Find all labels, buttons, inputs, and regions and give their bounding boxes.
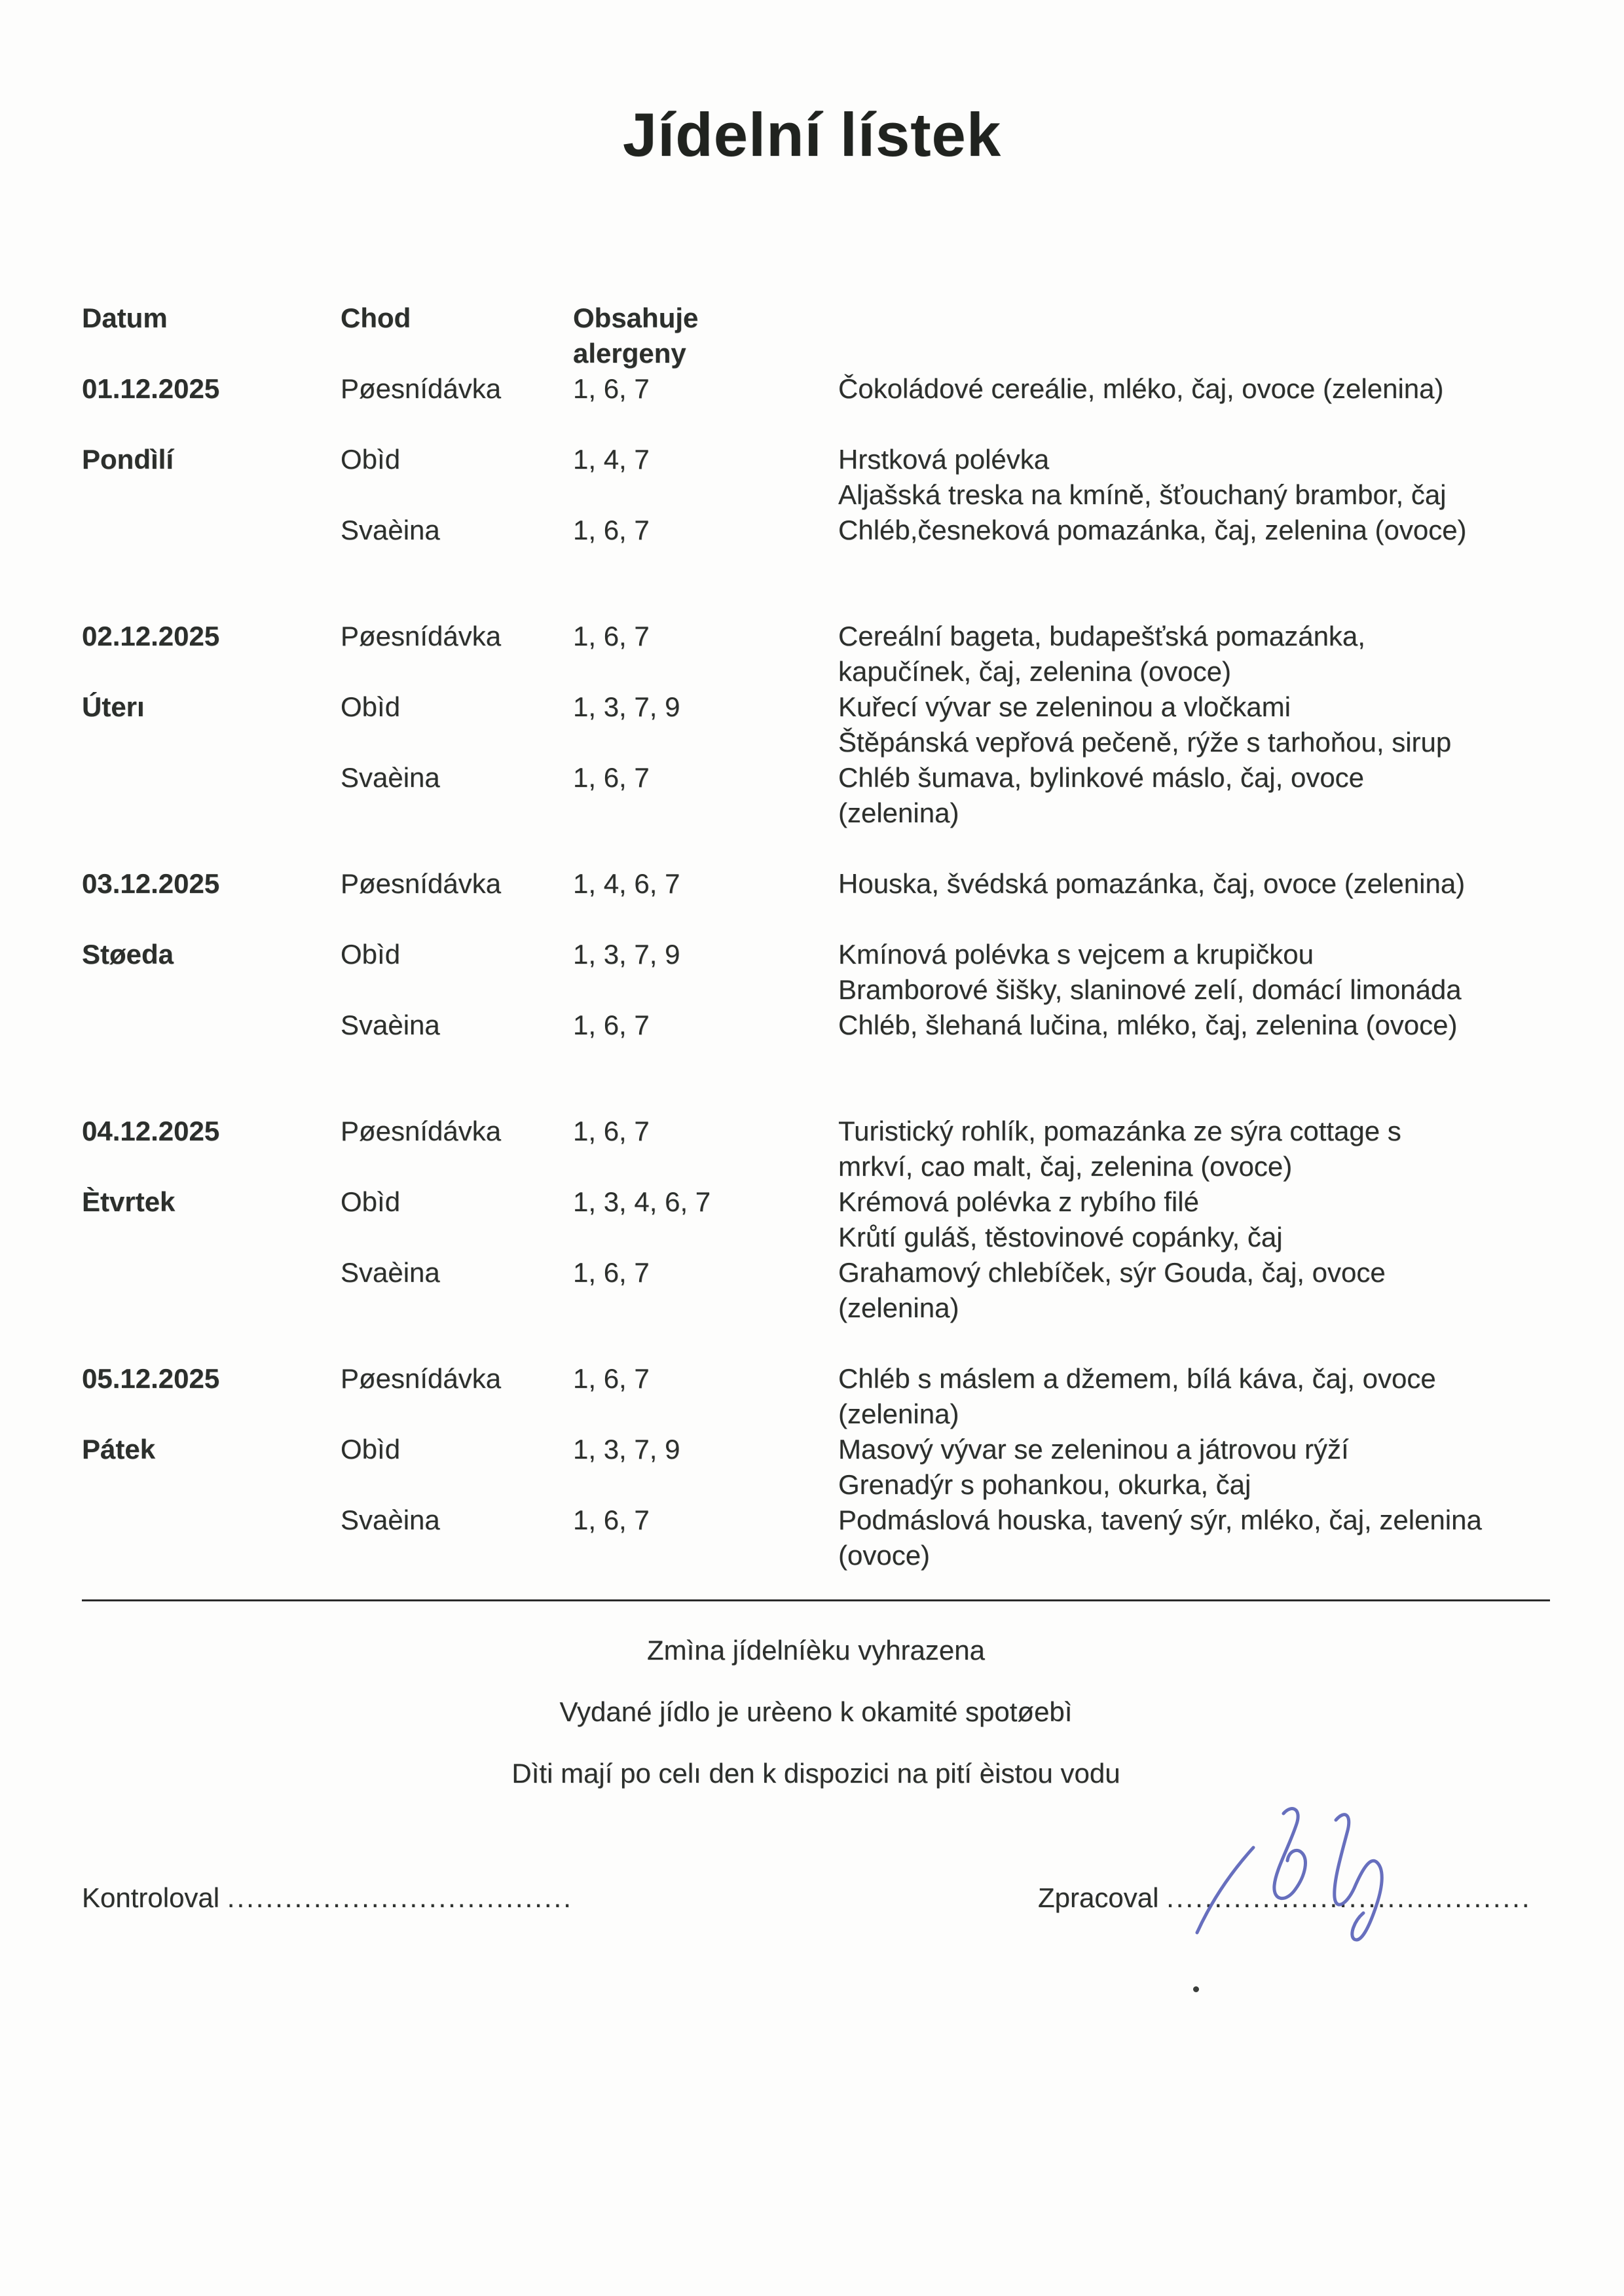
- course-cell: Svaèina: [341, 1504, 440, 1535]
- allergens-cell: 1, 4, 6, 7: [573, 868, 680, 899]
- meal-cell: Grahamový chlebíček, sýr Gouda, čaj, ovoce (zelenina): [838, 1257, 1386, 1323]
- menu-table: [82, 301, 1550, 1791]
- allergens-cell: 1, 3, 7, 9: [573, 691, 680, 722]
- kontroloval-dotted-line: ....................................: [227, 1882, 573, 1913]
- day-block-thursday: [82, 1114, 1550, 1326]
- kontroloval-label: Kontroloval: [82, 1882, 220, 1913]
- table-row: [82, 760, 1550, 831]
- meal-cell: Kuřecí vývar se zeleninou a vločkami Štěpánská vepřová pečeně, rýže s tarhoňou, sirup: [838, 691, 1452, 757]
- page-title: Jídelní lístek: [622, 100, 1002, 169]
- course-cell: Pøesnídávka: [341, 373, 502, 404]
- table-row: [82, 1361, 1550, 1432]
- header-allergens-line1: Obsahuje: [573, 302, 699, 333]
- table-row: [82, 1184, 1550, 1255]
- meal-cell: Chléb, šlehaná lučina, mléko, čaj, zelenina (ovoce): [838, 1010, 1458, 1040]
- meal-cell: Krémová polévka z rybího filé Krůtí guláš, těstovinové copánky, čaj: [838, 1186, 1283, 1252]
- date-cell: 03.12.2025: [82, 868, 220, 899]
- signature-stroke: [1335, 1815, 1382, 1940]
- table-row: [82, 1432, 1550, 1503]
- day-block-tuesday: [82, 619, 1550, 831]
- horizontal-divider: [82, 1599, 1550, 1601]
- table-row: [82, 619, 1550, 689]
- table-header-row: [82, 301, 1550, 371]
- header-chod: Chod: [341, 302, 411, 333]
- allergens-cell: 1, 6, 7: [573, 1504, 650, 1535]
- zpracoval-dotted-line: ......................................: [1166, 1882, 1532, 1913]
- day-block-friday: [82, 1361, 1550, 1573]
- table-row: [82, 371, 1550, 442]
- meal-cell: Čokoládové cereálie, mléko, čaj, ovoce (zelenina): [838, 373, 1444, 404]
- course-cell: Obìd: [341, 444, 401, 475]
- course-cell: Svaèina: [341, 1257, 440, 1288]
- course-cell: Obìd: [341, 691, 401, 722]
- day-cell: Støeda: [82, 939, 174, 970]
- allergens-cell: 1, 3, 7, 9: [573, 1434, 680, 1465]
- table-row: [82, 689, 1550, 760]
- day-cell: Pondìlí: [82, 444, 174, 475]
- meal-cell: Podmáslová houska, tavený sýr, mléko, čaj, zelenina (ovoce): [838, 1504, 1482, 1571]
- course-cell: Pøesnídávka: [341, 868, 502, 899]
- meal-cell: Chléb s máslem a džemem, bílá káva, čaj, ovoce (zelenina): [838, 1363, 1436, 1429]
- course-cell: Pøesnídávka: [341, 621, 502, 651]
- kontroloval-field: [82, 1880, 573, 1916]
- course-cell: Obìd: [341, 939, 401, 970]
- meal-cell: Chléb,česneková pomazánka, čaj, zelenina (ovoce): [838, 515, 1467, 545]
- table-row: [82, 937, 1550, 1008]
- note-immediate-consumption: Vydané jídlo je urèeno k okamité spotøebì: [559, 1696, 1073, 1727]
- footer-notes: [82, 1633, 1550, 1791]
- date-cell: 01.12.2025: [82, 373, 220, 404]
- allergens-cell: 1, 3, 7, 9: [573, 939, 680, 970]
- day-cell: Pátek: [82, 1434, 156, 1465]
- allergens-cell: 1, 6, 7: [573, 621, 650, 651]
- course-cell: Svaèina: [341, 762, 440, 793]
- header-allergens: [573, 301, 838, 371]
- date-cell: 02.12.2025: [82, 621, 220, 651]
- allergens-cell: 1, 3, 4, 6, 7: [573, 1186, 711, 1217]
- meal-cell: Chléb šumava, bylinkové máslo, čaj, ovoce (zelenina): [838, 762, 1365, 828]
- table-row: [82, 1503, 1550, 1573]
- allergens-cell: 1, 6, 7: [573, 1116, 650, 1146]
- allergens-cell: 1, 4, 7: [573, 444, 650, 475]
- course-cell: Pøesnídávka: [341, 1363, 502, 1394]
- signature-stroke: [1197, 1848, 1253, 1933]
- allergens-cell: 1, 6, 7: [573, 1363, 650, 1394]
- meal-cell: Houska, švédská pomazánka, čaj, ovoce (zelenina): [838, 868, 1466, 899]
- note-drinking-water: Dìti mají po celı den k dispozici na pití èistou vodu: [511, 1758, 1120, 1789]
- meal-cell: Cereální bageta, budapešťská pomazánka, kapučínek, čaj, zelenina (ovoce): [838, 621, 1365, 687]
- table-row: [82, 442, 1550, 513]
- table-row: [82, 1008, 1550, 1078]
- course-cell: Svaèina: [341, 1010, 440, 1040]
- allergens-cell: 1, 6, 7: [573, 762, 650, 793]
- course-cell: Obìd: [341, 1186, 401, 1217]
- meal-cell: Masový vývar se zeleninou a játrovou rýží Grenadýr s pohankou, okurka, čaj: [838, 1434, 1349, 1500]
- day-cell: Úterı: [82, 691, 145, 722]
- note-menu-change: Zmìna jídelníèku vyhrazena: [647, 1635, 985, 1666]
- table-row: [82, 1255, 1550, 1326]
- allergens-cell: 1, 6, 7: [573, 515, 650, 545]
- allergens-cell: 1, 6, 7: [573, 1257, 650, 1288]
- date-cell: 04.12.2025: [82, 1116, 220, 1146]
- allergens-cell: 1, 6, 7: [573, 1010, 650, 1040]
- day-block-monday: [82, 371, 1550, 583]
- meal-cell: Kmínová polévka s vejcem a krupičkou Bramborové šišky, slaninové zelí, domácí limonáda: [838, 939, 1462, 1005]
- course-cell: Svaèina: [341, 515, 440, 545]
- signature-stroke: [1274, 1809, 1306, 1899]
- table-row: [82, 1114, 1550, 1184]
- allergens-cell: 1, 6, 7: [573, 373, 650, 404]
- zpracoval-label: Zpracoval: [1038, 1882, 1159, 1913]
- handwritten-signature: [1185, 1804, 1408, 1955]
- table-row: [82, 513, 1550, 583]
- day-block-wednesday: [82, 866, 1550, 1078]
- course-cell: Obìd: [341, 1434, 401, 1465]
- scan-speck-artifact: [1193, 1986, 1199, 1992]
- header-datum: Datum: [82, 302, 168, 333]
- meal-cell: Turistický rohlík, pomazánka ze sýra cottage s mrkví, cao malt, čaj, zelenina (ovoce): [838, 1116, 1401, 1182]
- day-cell: Ètvrtek: [82, 1186, 175, 1217]
- course-cell: Pøesnídávka: [341, 1116, 502, 1146]
- header-allergens-line2: alergeny: [573, 338, 686, 369]
- meal-cell: Hrstková polévka Aljašská treska na kmíně, šťouchaný brambor, čaj: [838, 444, 1447, 510]
- date-cell: 05.12.2025: [82, 1363, 220, 1394]
- table-row: [82, 866, 1550, 937]
